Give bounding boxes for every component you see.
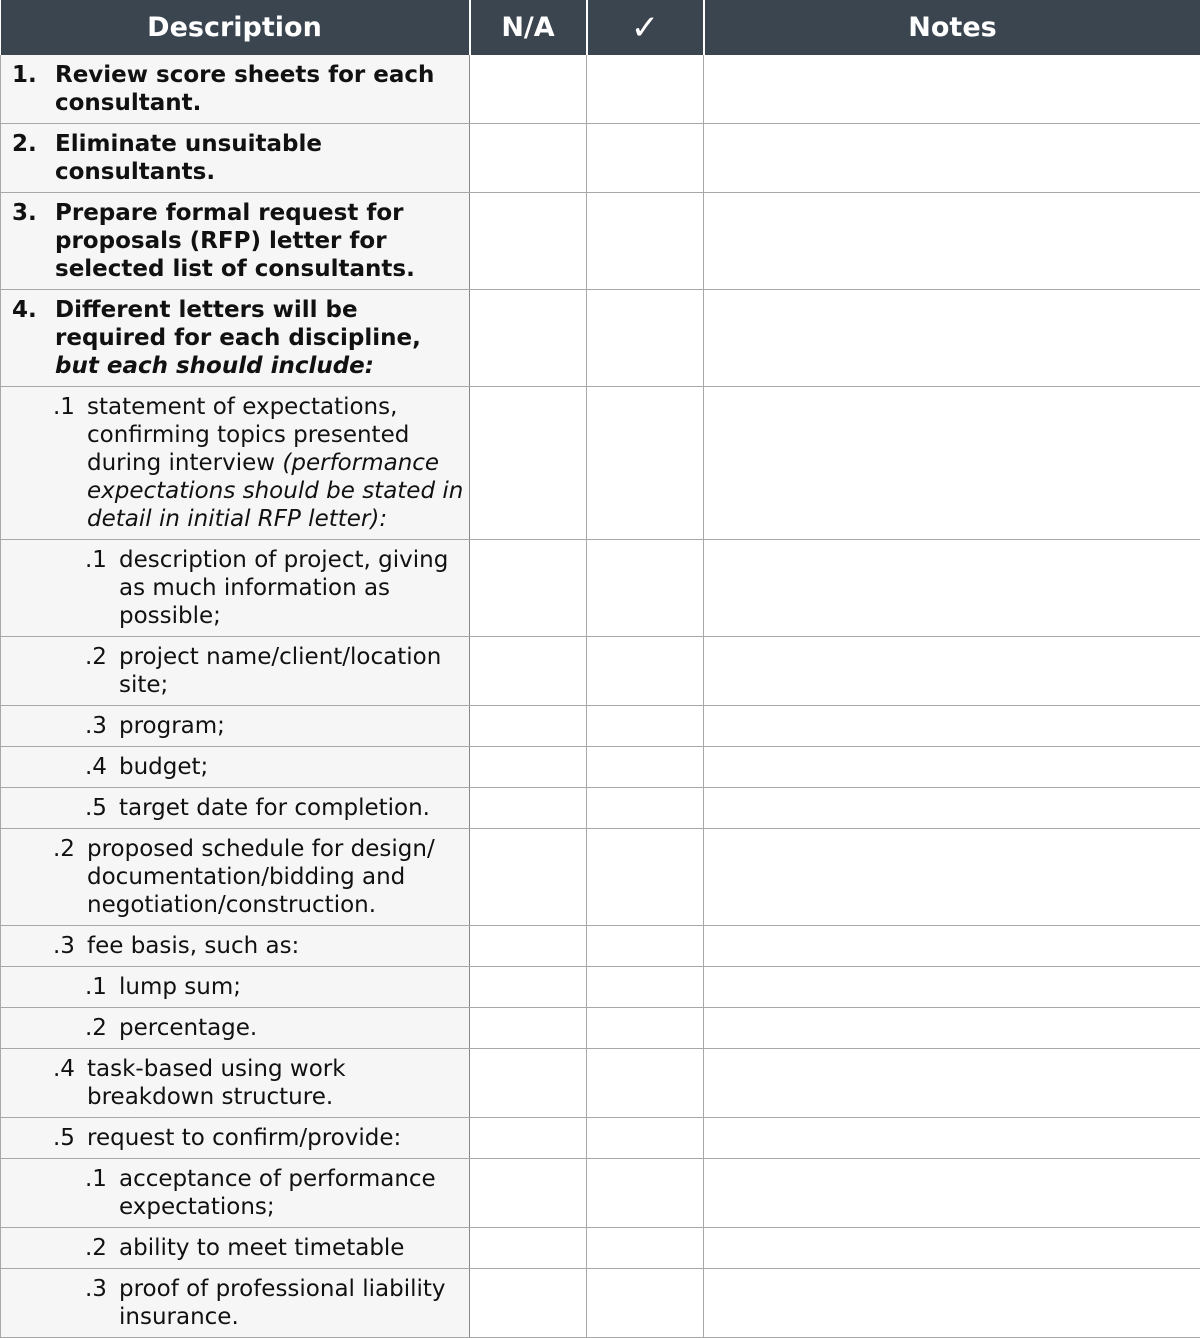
notes-cell[interactable] <box>704 1269 1200 1338</box>
checklist-row <box>1 706 1200 747</box>
item-description <box>1 1049 470 1118</box>
na-cell[interactable] <box>470 387 587 540</box>
checklist-row <box>1 1269 1200 1338</box>
item-description <box>1 706 470 747</box>
item-description <box>1 540 470 637</box>
item-description <box>1 967 470 1008</box>
check-cell[interactable] <box>587 387 704 540</box>
item-number: .1 <box>85 1165 119 1221</box>
check-cell[interactable] <box>587 637 704 706</box>
item-text: fee basis, such as: <box>87 933 299 959</box>
notes-cell[interactable] <box>704 926 1200 967</box>
item-text-block <box>87 932 469 960</box>
item-description <box>1 829 470 926</box>
checklist-row <box>1 926 1200 967</box>
item-text: Eliminate unsuitable consultants. <box>55 131 322 185</box>
item-text: lump sum; <box>119 974 241 1000</box>
item-text: proof of professional liability insurance. <box>119 1276 446 1330</box>
item-line <box>1 296 469 380</box>
item-description <box>1 747 470 788</box>
item-number: .1 <box>53 393 87 533</box>
item-text: task-based using work breakdown structure. <box>87 1056 346 1110</box>
item-line <box>1 1234 469 1262</box>
check-cell[interactable] <box>587 124 704 193</box>
item-text: Review score sheets for each consultant. <box>55 62 434 116</box>
item-number: .1 <box>85 973 119 1001</box>
item-text-block <box>119 546 469 630</box>
item-line <box>1 199 469 283</box>
item-number: .4 <box>85 753 119 781</box>
item-italic-text: (performance expectations should be stated in detail in initial RFP letter): <box>87 450 463 532</box>
na-cell[interactable] <box>470 788 587 829</box>
check-cell[interactable] <box>587 1159 704 1228</box>
check-cell[interactable] <box>587 1269 704 1338</box>
item-line <box>1 130 469 186</box>
checklist-row <box>1 829 1200 926</box>
checklist-row <box>1 747 1200 788</box>
item-number: 2. <box>12 130 55 186</box>
item-line <box>1 973 469 1001</box>
item-text-block <box>119 794 469 822</box>
checklist-row <box>1 637 1200 706</box>
checklist-row <box>1 55 1200 124</box>
item-number: .5 <box>53 1124 87 1152</box>
na-cell[interactable] <box>470 55 587 124</box>
na-cell[interactable] <box>470 193 587 290</box>
check-cell[interactable] <box>587 1008 704 1049</box>
item-description <box>1 1008 470 1049</box>
notes-cell[interactable] <box>704 788 1200 829</box>
item-text: Prepare formal request for proposals (RFP) letter for selected list of consultants. <box>55 200 415 282</box>
item-description <box>1 290 470 387</box>
item-text: request to confirm/provide: <box>87 1125 401 1151</box>
na-cell[interactable] <box>470 1049 587 1118</box>
item-text-block <box>55 61 469 117</box>
description-header: Description <box>1 0 470 55</box>
item-number: .2 <box>85 1234 119 1262</box>
item-line <box>1 61 469 117</box>
checklist-row <box>1 1118 1200 1159</box>
item-text-block <box>119 1165 469 1221</box>
checklist-row <box>1 124 1200 193</box>
na-cell[interactable] <box>470 829 587 926</box>
item-number: 4. <box>12 296 55 380</box>
item-line <box>1 1055 469 1111</box>
item-description <box>1 1159 470 1228</box>
na-cell[interactable] <box>470 967 587 1008</box>
na-cell[interactable] <box>470 1118 587 1159</box>
item-number: .3 <box>85 712 119 740</box>
item-number: .2 <box>85 1014 119 1042</box>
notes-cell[interactable] <box>704 124 1200 193</box>
na-cell[interactable] <box>470 1159 587 1228</box>
check-cell[interactable] <box>587 1049 704 1118</box>
na-cell[interactable] <box>470 1008 587 1049</box>
item-italic-text: but each should include: <box>55 353 374 379</box>
item-description <box>1 193 470 290</box>
checklist-row <box>1 540 1200 637</box>
notes-cell[interactable] <box>704 706 1200 747</box>
checklist-row <box>1 1159 1200 1228</box>
checklist-row <box>1 967 1200 1008</box>
notes-cell[interactable] <box>704 55 1200 124</box>
check-cell[interactable] <box>587 788 704 829</box>
check-cell[interactable] <box>587 55 704 124</box>
item-number: .2 <box>53 835 87 919</box>
item-number: .1 <box>85 546 119 630</box>
item-text: target date for completion. <box>119 795 430 821</box>
item-text-block <box>55 199 469 283</box>
notes-cell[interactable] <box>704 193 1200 290</box>
item-text: proposed schedule for design/ documentation/bidding and negotiation/construction. <box>87 836 435 918</box>
item-text-block <box>87 835 469 919</box>
item-description <box>1 55 470 124</box>
item-text: percentage. <box>119 1015 257 1041</box>
notes-cell[interactable] <box>704 1159 1200 1228</box>
notes-cell[interactable] <box>704 290 1200 387</box>
notes-cell[interactable] <box>704 540 1200 637</box>
item-text-block <box>119 712 469 740</box>
item-description <box>1 124 470 193</box>
na-cell[interactable] <box>470 124 587 193</box>
item-number: .4 <box>53 1055 87 1111</box>
item-line <box>1 932 469 960</box>
item-description <box>1 1228 470 1269</box>
check-cell[interactable] <box>587 967 704 1008</box>
notes-cell[interactable] <box>704 747 1200 788</box>
item-description <box>1 1118 470 1159</box>
notes-cell[interactable] <box>704 967 1200 1008</box>
item-number: 3. <box>12 199 55 283</box>
na-cell[interactable] <box>470 706 587 747</box>
item-number: .5 <box>85 794 119 822</box>
item-line <box>1 1014 469 1042</box>
check-cell[interactable] <box>587 706 704 747</box>
item-line <box>1 1275 469 1331</box>
na-cell[interactable] <box>470 637 587 706</box>
item-text: acceptance of performance expectations; <box>119 1166 436 1220</box>
na-cell[interactable] <box>470 1228 587 1269</box>
checklist-body <box>1 55 1200 1338</box>
item-description <box>1 637 470 706</box>
item-number: 1. <box>12 61 55 117</box>
item-text-block <box>87 1124 469 1152</box>
item-line <box>1 1124 469 1152</box>
item-description <box>1 1269 470 1338</box>
notes-cell[interactable] <box>704 1228 1200 1269</box>
na-header: N/A <box>470 0 587 55</box>
na-cell[interactable] <box>470 540 587 637</box>
notes-cell[interactable] <box>704 1049 1200 1118</box>
check-cell[interactable] <box>587 1228 704 1269</box>
checkmark-header-icon: ✓ <box>587 0 704 55</box>
check-cell[interactable] <box>587 747 704 788</box>
notes-cell[interactable] <box>704 1008 1200 1049</box>
check-cell[interactable] <box>587 193 704 290</box>
checklist-row <box>1 1049 1200 1118</box>
item-description <box>1 788 470 829</box>
item-number: .2 <box>85 643 119 699</box>
item-number: .3 <box>53 932 87 960</box>
item-line <box>1 794 469 822</box>
checklist-row <box>1 1228 1200 1269</box>
na-cell[interactable] <box>470 926 587 967</box>
item-line <box>1 712 469 740</box>
item-text: ability to meet timetable <box>119 1235 404 1261</box>
na-cell[interactable] <box>470 1269 587 1338</box>
item-text: statement of expectations, confirming topics presented during interview <box>87 394 409 476</box>
checklist-row <box>1 290 1200 387</box>
check-cell[interactable] <box>587 290 704 387</box>
item-text: program; <box>119 713 225 739</box>
notes-cell[interactable] <box>704 1118 1200 1159</box>
item-text-block <box>119 973 469 1001</box>
checklist-row <box>1 1008 1200 1049</box>
item-text-block <box>119 1275 469 1331</box>
item-text: project name/client/location site; <box>119 644 441 698</box>
item-text-block <box>119 643 469 699</box>
item-text-block <box>119 753 469 781</box>
item-text-block <box>119 1234 469 1262</box>
item-text: Different letters will be required for each discipline, <box>55 297 421 351</box>
item-text-block <box>87 1055 469 1111</box>
check-cell[interactable] <box>587 829 704 926</box>
check-cell[interactable] <box>587 926 704 967</box>
na-cell[interactable] <box>470 290 587 387</box>
notes-cell[interactable] <box>704 829 1200 926</box>
notes-cell[interactable] <box>704 387 1200 540</box>
item-text-block <box>55 296 469 380</box>
item-text-block <box>55 130 469 186</box>
check-cell[interactable] <box>587 540 704 637</box>
item-number: .3 <box>85 1275 119 1331</box>
checklist-row <box>1 387 1200 540</box>
notes-header: Notes <box>704 0 1200 55</box>
checklist-row <box>1 788 1200 829</box>
item-line <box>1 835 469 919</box>
item-line <box>1 1165 469 1221</box>
item-description <box>1 387 470 540</box>
na-cell[interactable] <box>470 747 587 788</box>
item-text-block <box>119 1014 469 1042</box>
item-line <box>1 393 469 533</box>
item-text-block <box>87 393 469 533</box>
check-cell[interactable] <box>587 1118 704 1159</box>
item-line <box>1 753 469 781</box>
item-text: budget; <box>119 754 208 780</box>
item-line <box>1 643 469 699</box>
notes-cell[interactable] <box>704 637 1200 706</box>
checklist-row <box>1 193 1200 290</box>
item-text: description of project, giving as much information as possible; <box>119 547 448 629</box>
item-description <box>1 926 470 967</box>
header-row <box>1 0 1200 55</box>
item-line <box>1 546 469 630</box>
